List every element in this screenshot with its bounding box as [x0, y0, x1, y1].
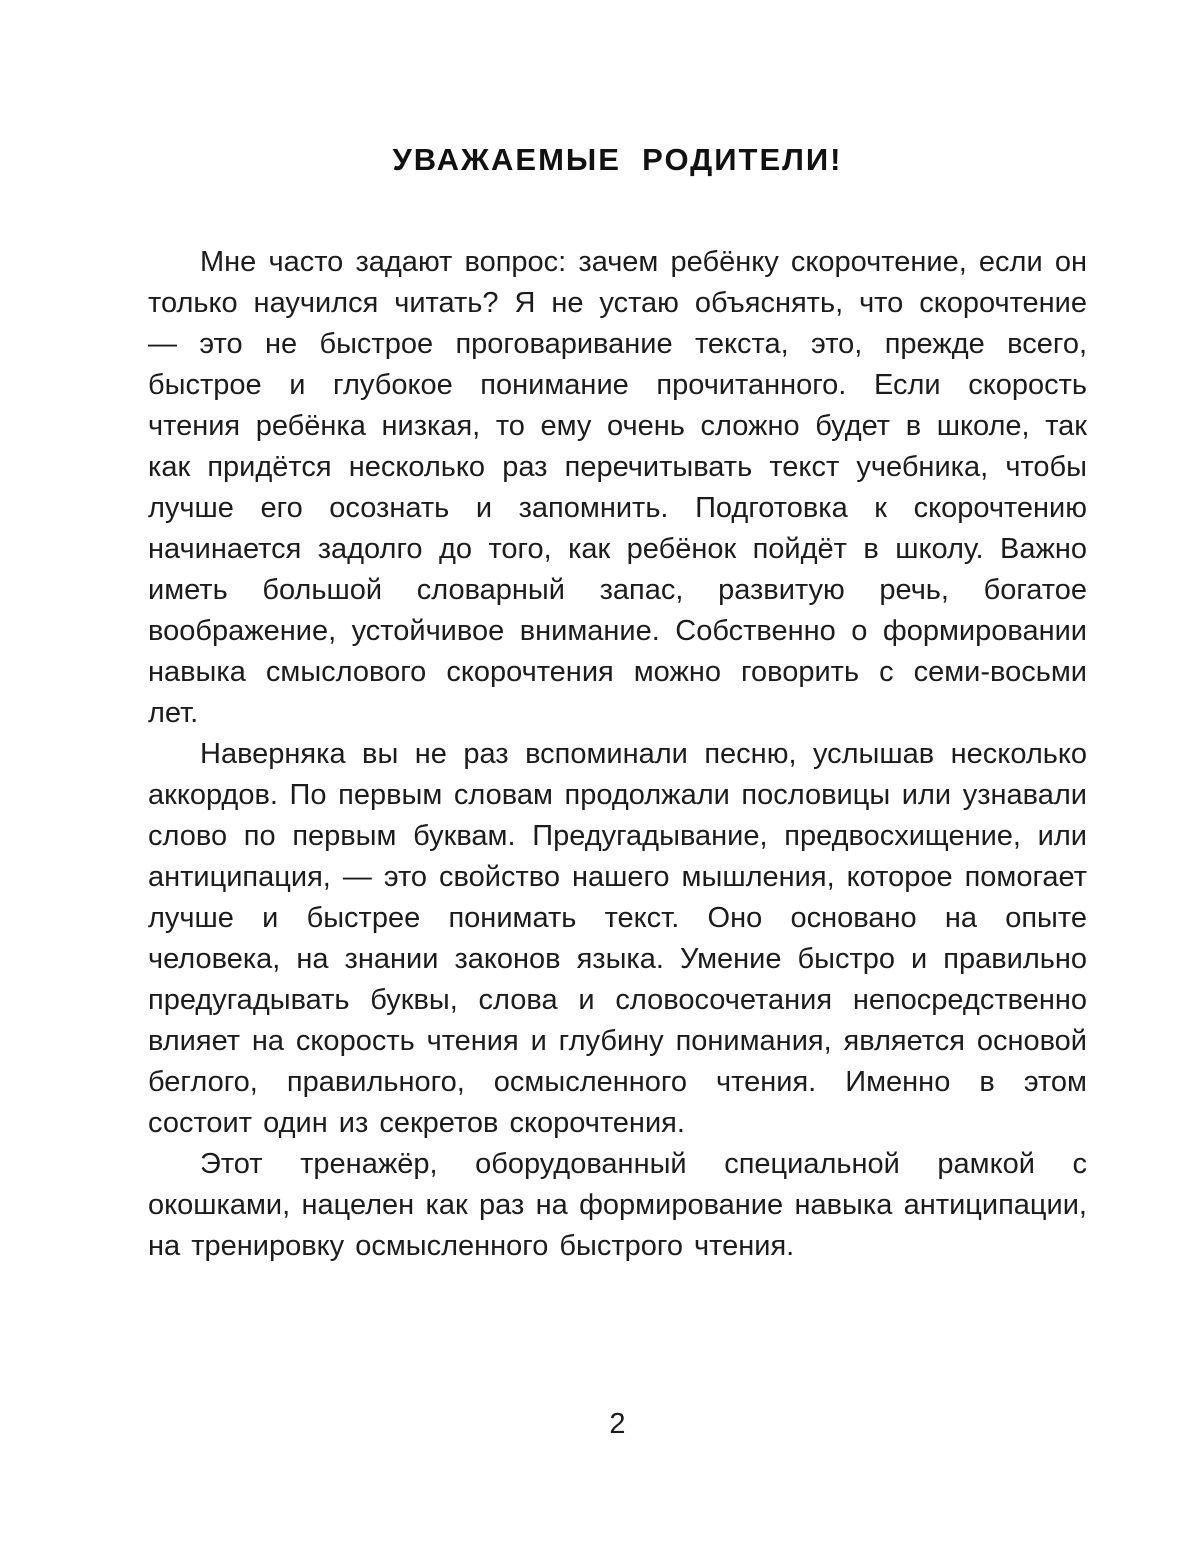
text-column [148, 0, 1087, 1267]
body-text [148, 242, 1087, 1267]
paragraph: Наверняка вы не раз вспоминали песню, услышав несколько аккордов. По первым словам продолжали пословицы или узнавали слово по первым буквам. Предугадывание, предвосхищение, или антиципация, — это свойство нашего мышления, которое помогает лучше и быстрее понимать текст. Оно основано на опыте человека, на знании законов языка. Умение быстро и правильно предугадывать буквы, слова и словосочетания непосредственно влияет на скорость чтения и глубину понимания, является основой беглого, правильного, осмысленного чтения. Именно в этом состоит один из секретов скорочтения. [148, 738, 1087, 1139]
paragraph: Этот тренажёр, оборудованный специальной рамкой с окошками, нацелен как раз на формирование навыка антиципации, на тренировку осмысленного быстрого чтения. [148, 1148, 1087, 1262]
page-title: УВАЖАЕМЫЕ РОДИТЕЛИ! [392, 142, 843, 177]
paragraph: Мне часто задают вопрос: зачем ребёнку скорочтение, если он только научился читать? Я не устаю объяснять, что скорочтение — это не быстрое проговаривание текста, это, прежде всего, быстрое и глубокое понимание прочитанного. Если скорость чтения ребёнка низкая, то ему очень сложно будет в школе, так как придётся несколько раз перечитывать текст учебника, чтобы лучше его осознать и запомнить. Подготовка к скорочтению начинается задолго до того, как ребёнок пойдёт в школу. Важно иметь большой словарный запас, развитую речь, богатое воображение, устойчивое внимание. Собственно о формировании навыка смыслового скорочтения можно говорить с семи-восьми лет. [148, 246, 1087, 729]
page-number: 2 [609, 1408, 626, 1440]
